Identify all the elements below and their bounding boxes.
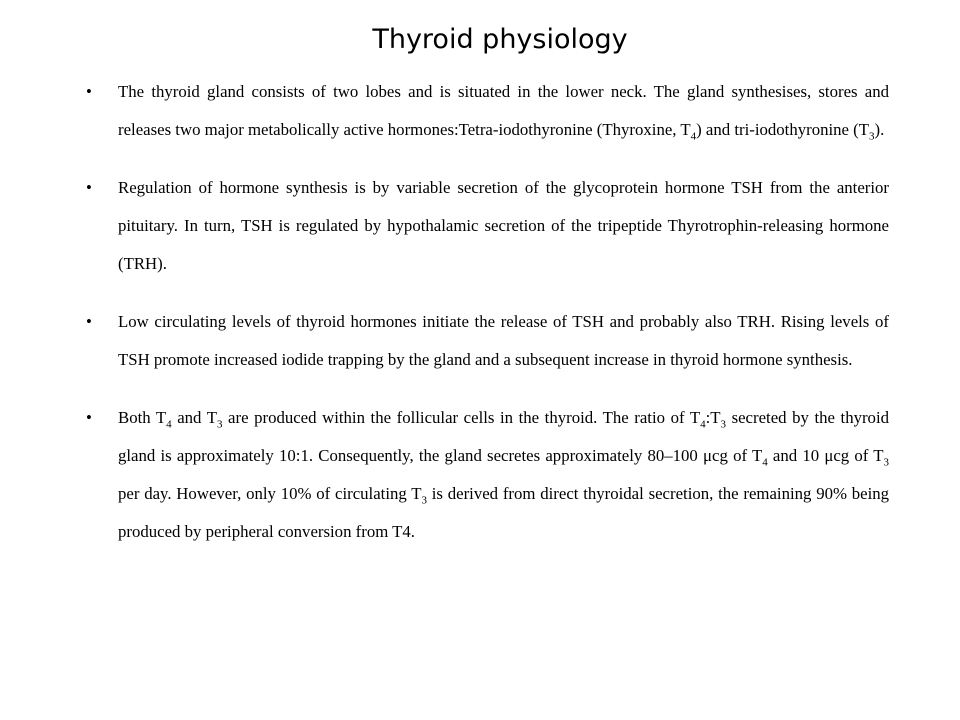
bullet-text-run: per day. However, only 10% of circulating T bbox=[118, 484, 422, 503]
bullet-text bbox=[118, 312, 889, 369]
bullet-marker: • bbox=[86, 82, 92, 101]
bullet-item bbox=[0, 169, 960, 283]
slide-title: Thyroid physiology bbox=[372, 24, 628, 55]
bullet-item bbox=[0, 303, 960, 379]
bullet-text-run: and 10 μcg of T bbox=[767, 446, 884, 465]
subscript: 4 bbox=[166, 418, 172, 431]
subscript: 4 bbox=[762, 456, 768, 469]
bullet-marker: • bbox=[86, 312, 92, 331]
subscript: 3 bbox=[216, 418, 223, 431]
bullet-text-run: and T bbox=[171, 408, 217, 427]
bullet-marker: • bbox=[86, 408, 92, 427]
bullet-text-run: Low circulating levels of thyroid hormones initiate the release of TSH and probably also TRH. Rising levels of TSH promote increased iodide trapping by the gland and a subsequent increase in thyroid hormone synthesis. bbox=[118, 312, 889, 369]
bullet-text-run: :T bbox=[705, 408, 721, 427]
subscript: 3 bbox=[421, 494, 427, 507]
bullet-text bbox=[118, 178, 889, 273]
bullet-text bbox=[118, 82, 889, 143]
bullet-text-run: Both T bbox=[118, 408, 167, 427]
bullet-text-run: is derived from direct thyroidal secretion, the remaining 90% being produced by peripheral conversion from T4. bbox=[118, 484, 890, 541]
subscript: 4 bbox=[700, 418, 706, 431]
bullet-text-run: ). bbox=[874, 120, 885, 139]
bullet-item bbox=[0, 399, 960, 551]
bullet-text-run: ) and tri-iodothyronine (T bbox=[696, 120, 870, 139]
subscript: 4 bbox=[690, 130, 697, 143]
bullet-text-run: The thyroid gland consists of two lobes and is situated in the lower neck. The gland synthesises, stores and releases two major metabolically active hormones:Tetra-iodothyronine (Thyroxine, T bbox=[118, 82, 889, 139]
bullet-text-run: secreted by the thyroid gland is approximately 10:1. Consequently, the gland secretes approximately 80–100 μcg of T bbox=[118, 408, 890, 465]
subscript: 3 bbox=[883, 456, 889, 469]
subscript: 3 bbox=[869, 130, 875, 143]
bullet-text-run: Regulation of hormone synthesis is by variable secretion of the glycoprotein hormone TSH from the anterior pituitary. In turn, TSH is regulated by hypothalamic secretion of the tripeptide Thyrotrophin-releasing hormone (TRH). bbox=[118, 178, 889, 273]
bullet-text-run: are produced within the follicular cells in the thyroid. The ratio of T bbox=[222, 408, 701, 427]
bullet-marker: • bbox=[86, 178, 92, 197]
bullet-list bbox=[0, 73, 960, 571]
subscript: 3 bbox=[720, 418, 727, 431]
bullet-text bbox=[118, 408, 889, 541]
bullet-item bbox=[0, 73, 960, 149]
